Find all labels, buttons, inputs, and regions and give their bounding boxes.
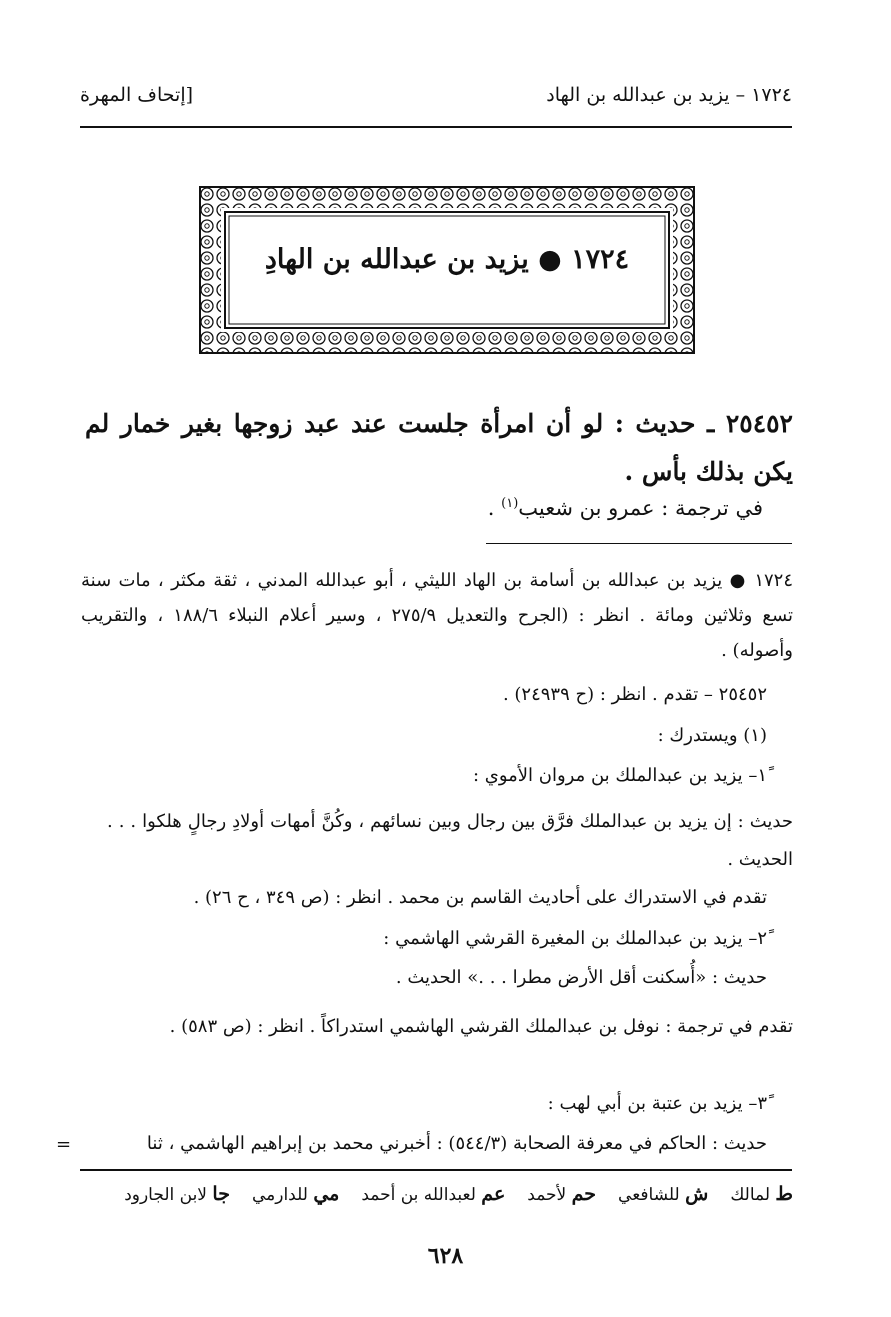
chapter-heading: ١٧٢٤ – يزيد بن عبدالله بن الهاد bbox=[546, 84, 792, 106]
footnote-item-1-heading: ١ً– يزيد بن عبدالملك بن مروان الأموي : bbox=[472, 765, 767, 786]
hadith-text: ـ حديث : لو أن امرأة جلست عند عبد زوجها بغير خمار لم يكن بذلك بأس . bbox=[85, 409, 793, 486]
continuation-mark: = bbox=[56, 1134, 72, 1155]
tarjama-end: . bbox=[487, 496, 502, 520]
abbreviation-key bbox=[81, 1183, 793, 1205]
footnote-item-2-hadith: حديث : «أُسكنت أقل الأرض مطرا . . .» الحديث . bbox=[395, 967, 767, 988]
abbr-abdullah: عم لعبدالله بن أحمد bbox=[361, 1183, 506, 1205]
hadith-tarjama bbox=[488, 496, 763, 520]
footnote-item-1-ref: تقدم في الاستدراك على أحاديث القاسم بن محمد . انظر : (ص ٣٤٩ ، ح ٢٦) . bbox=[193, 887, 767, 908]
ornamental-title-frame bbox=[199, 186, 695, 354]
page-number: ٦٢٨ bbox=[427, 1243, 464, 1269]
footnote-item-3-hadith: حديث : الحاكم في معرفة الصحابة (٥٤٤/٣) : أخبرني محمد بن إبراهيم الهاشمي ، ثنا bbox=[146, 1133, 767, 1154]
abbr-darimi: مي للدارمي bbox=[251, 1183, 340, 1205]
header-rule bbox=[80, 126, 792, 128]
running-header bbox=[80, 80, 792, 116]
hadith-number: ٢٥٤٥٢ bbox=[725, 409, 793, 438]
footnote-ref: (١) bbox=[501, 496, 519, 511]
footnote-item-2-heading: ٢ً– يزيد بن عبدالملك بن المغيرة القرشي الهاشمي : bbox=[383, 928, 767, 949]
abbr-ahmad: حم لأحمد bbox=[527, 1183, 597, 1205]
title-box-heading: ١٧٢٤ ● يزيد بن عبدالله بن الهادِ bbox=[264, 244, 630, 275]
footnote-biography: ١٧٢٤ ● يزيد بن عبدالله بن أسامة بن الهاد الليثي ، أبو عبدالله المدني ، ثقة مكثر ، مات سنة تسع وثلاثين ومائة . انظر : (الجرح والتعديل ٢٧٥/٩ ، وسير أعلام النبلاء ١٨٨/٦ ، والتقريب وأصوله) . bbox=[81, 570, 794, 661]
footnote-hadith-ref: ٢٥٤٥٢ – تقدم . انظر : (ح ٢٤٩٣٩) . bbox=[502, 684, 767, 705]
footnote-separator bbox=[486, 543, 792, 544]
footnote-item-2-ref: تقدم في ترجمة : نوفل بن عبدالملك القرشي الهاشمي استدراكاً . انظر : (ص ٥٨٣) . bbox=[169, 1016, 793, 1037]
abbr-jarud: جا لابن الجارود bbox=[124, 1183, 230, 1205]
footnote-item-1-hadith: حديث : إن يزيد بن عبدالملك فرَّق بين رجال وبين نسائهم ، وكُنَّ أمهات أولادِ رجالٍ هلكوا . . . الحديث . bbox=[107, 811, 793, 870]
abbreviation-rule bbox=[80, 1169, 792, 1171]
footnote-item-3-heading: ٣ً– يزيد بن عتبة بن أبي لهب : bbox=[547, 1093, 767, 1114]
abbr-shafii: ش للشافعي bbox=[618, 1183, 709, 1205]
footnote-addendum-intro: (١) ويستدرك : bbox=[657, 725, 767, 746]
tarjama-text: في ترجمة : عمرو بن شعيب bbox=[518, 496, 763, 520]
abbr-malik: ط لمالك bbox=[730, 1183, 793, 1205]
hadith-entry bbox=[85, 400, 793, 496]
book-title: [إتحاف المهرة bbox=[80, 84, 194, 106]
